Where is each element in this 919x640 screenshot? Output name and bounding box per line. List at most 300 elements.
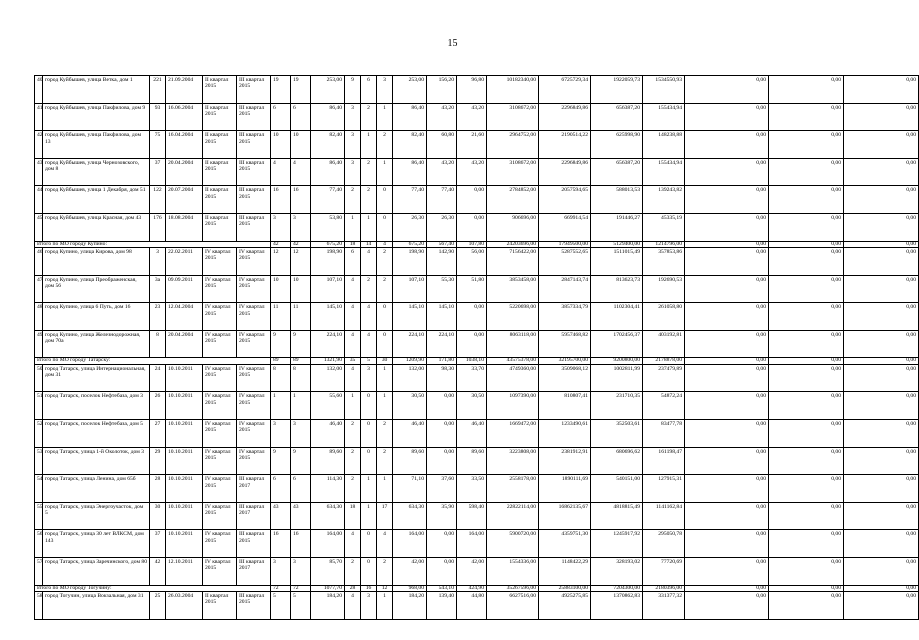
area-relocated: 675,20 — [393, 241, 427, 247]
plan-start: II квартал 2015 — [203, 591, 237, 619]
row-number: 57 — [35, 557, 43, 585]
cost-total: 43575378,00 — [487, 358, 539, 364]
cost-extra-3: 0,00 — [844, 186, 919, 214]
cost-extra-1: 0,00 — [685, 419, 769, 447]
residents-relocated: 16 — [291, 530, 311, 558]
cost-extra-3: 0,00 — [844, 241, 919, 247]
rooms-municipal: 4 — [361, 303, 377, 331]
rooms-private: 0 — [377, 186, 393, 214]
commission-date: 10.10.2011 — [166, 364, 203, 392]
building-number: 37 — [150, 530, 166, 558]
commission-date: 18.08.2004 — [166, 213, 203, 241]
table-row — [35, 103, 919, 131]
plan-end: IV квартал 2015 — [237, 447, 271, 475]
plan-start: IV квартал 2015 — [203, 530, 237, 558]
building-number: 28 — [150, 475, 166, 503]
rooms-municipal: 0 — [361, 392, 377, 420]
area-municipal: 35,90 — [427, 502, 457, 530]
residents-relocated: 3 — [291, 213, 311, 241]
rooms-municipal: 1 — [361, 131, 377, 159]
area-total: 86,40 — [311, 103, 345, 131]
cost-local: 2180396,00 — [643, 585, 685, 591]
cost-region: 1370862,83 — [591, 591, 643, 619]
rooms-private: 3 — [377, 76, 393, 104]
rooms-municipal: 4 — [361, 330, 377, 358]
plan-end: III квартал 2015 — [237, 591, 271, 619]
residents-total: 16 — [271, 186, 291, 214]
area-total: 89,60 — [311, 447, 345, 475]
cost-local: 1214796,00 — [643, 241, 685, 247]
rooms-private: 1 — [377, 103, 393, 131]
cost-extra-1: 0,00 — [685, 131, 769, 159]
cost-region: 1702456,37 — [591, 330, 643, 358]
row-number: 44 — [35, 186, 43, 214]
rooms-private: 2 — [377, 131, 393, 159]
cost-extra-2: 0,00 — [769, 502, 844, 530]
cost-extra-3: 0,00 — [844, 303, 919, 331]
cost-extra-3: 0,00 — [844, 247, 919, 275]
cost-total: 3223808,00 — [487, 447, 539, 475]
rooms-municipal: 14 — [361, 241, 377, 247]
table-row — [35, 131, 919, 159]
rooms-total: 4 — [345, 275, 361, 303]
area-private: 33,70 — [457, 364, 487, 392]
area-total: 1077,70 — [311, 585, 345, 591]
cost-extra-3: 0,00 — [844, 103, 919, 131]
residents-total: 9 — [271, 330, 291, 358]
building-number: 37 — [150, 158, 166, 186]
cost-region: 7204300,00 — [591, 585, 643, 591]
rooms-total: 28 — [345, 585, 361, 591]
cost-fund: 3509068,12 — [539, 364, 591, 392]
table-row — [35, 275, 919, 303]
address: город Татарск, улица Заречинского, дом 80 — [43, 557, 150, 585]
cost-local: 83477,78 — [643, 419, 685, 447]
area-total: 198,90 — [311, 247, 345, 275]
cost-extra-2: 0,00 — [769, 131, 844, 159]
residents-relocated: 12 — [291, 247, 311, 275]
cost-extra-2: 0,00 — [769, 530, 844, 558]
residents-relocated: 9 — [291, 447, 311, 475]
cost-region: 231710,35 — [591, 392, 643, 420]
rooms-municipal: 1 — [361, 502, 377, 530]
rooms-total: 2 — [345, 447, 361, 475]
cost-region: 1245917,92 — [591, 530, 643, 558]
commission-date: 20.04.2004 — [166, 158, 203, 186]
table-row — [35, 247, 919, 275]
rooms-total: 3 — [345, 131, 361, 159]
row-number: 54 — [35, 475, 43, 503]
rooms-municipal: 5 — [361, 358, 377, 364]
cost-extra-1: 0,00 — [685, 358, 769, 364]
residents-relocated: 8 — [291, 364, 311, 392]
cost-total: 2558178,00 — [487, 475, 539, 503]
cost-extra-2: 0,00 — [769, 591, 844, 619]
plan-start: IV квартал 2015 — [203, 447, 237, 475]
cost-extra-2: 0,00 — [769, 392, 844, 420]
area-municipal: 98,30 — [427, 364, 457, 392]
residents-relocated: 4 — [291, 158, 311, 186]
cost-extra-2: 0,00 — [769, 213, 844, 241]
cost-total: 24203696,00 — [487, 241, 539, 247]
cost-total: 2964752,00 — [487, 131, 539, 159]
cost-local: 77720,69 — [643, 557, 685, 585]
plan-start: II квартал 2015 — [203, 186, 237, 214]
cost-region: 5129400,00 — [591, 241, 643, 247]
rooms-total: 3 — [345, 103, 361, 131]
residents-relocated: 11 — [291, 303, 311, 331]
cost-region: 352503,61 — [591, 419, 643, 447]
rooms-municipal: 1 — [361, 475, 377, 503]
cost-fund: 2296849,86 — [539, 103, 591, 131]
address: город Купино, улица 6 Путь, дом 16 — [43, 303, 150, 331]
rooms-private: 1 — [377, 475, 393, 503]
rooms-municipal: 16 — [361, 585, 377, 591]
cost-total: 1669472,00 — [487, 419, 539, 447]
table-row — [35, 303, 919, 331]
cost-extra-3: 0,00 — [844, 392, 919, 420]
rooms-municipal: 3 — [361, 591, 377, 619]
building-number: 29 — [150, 447, 166, 475]
table-row — [35, 392, 919, 420]
area-relocated: 253,00 — [393, 76, 427, 104]
building-number: 122 — [150, 186, 166, 214]
rooms-private: 12 — [377, 585, 393, 591]
row-number: 53 — [35, 447, 43, 475]
rooms-municipal: 0 — [361, 447, 377, 475]
rooms-municipal: 1 — [361, 213, 377, 241]
register-table — [34, 75, 919, 620]
residents-relocated: 42 — [291, 241, 311, 247]
area-private: 89,60 — [457, 447, 487, 475]
cost-extra-3: 0,00 — [844, 557, 919, 585]
area-total: 53,80 — [311, 213, 345, 241]
rooms-total: 2 — [345, 419, 361, 447]
cost-region: 9200800,00 — [591, 358, 643, 364]
rooms-municipal: 0 — [361, 530, 377, 558]
cost-extra-3: 0,00 — [844, 475, 919, 503]
cost-region: 588013,53 — [591, 186, 643, 214]
cost-extra-1: 0,00 — [685, 241, 769, 247]
cost-extra-1: 0,00 — [685, 330, 769, 358]
cost-total: 22822114,00 — [487, 502, 539, 530]
row-number: 48 — [35, 303, 43, 331]
commission-date: 10.10.2011 — [166, 392, 203, 420]
area-total: 1321,90 — [311, 358, 345, 364]
rooms-total: 35 — [345, 358, 361, 364]
rooms-total: 3 — [345, 158, 361, 186]
rooms-municipal: 2 — [361, 186, 377, 214]
cost-local: 127915,31 — [643, 475, 685, 503]
cost-extra-2: 0,00 — [769, 330, 844, 358]
cost-total: 10182340,00 — [487, 76, 539, 104]
address: город Купино, улица Кирова, дом 98 — [43, 247, 150, 275]
residents-relocated: 6 — [291, 103, 311, 131]
rooms-private: 4 — [377, 241, 393, 247]
cost-region: 656387,20 — [591, 158, 643, 186]
rooms-total: 4 — [345, 591, 361, 619]
cost-total: 1554336,00 — [487, 557, 539, 585]
area-municipal: 156,20 — [427, 76, 457, 104]
cost-extra-2: 0,00 — [769, 186, 844, 214]
table-row — [35, 213, 919, 241]
row-number: 50 — [35, 364, 43, 392]
area-private: 0,00 — [457, 213, 487, 241]
area-municipal: 60,80 — [427, 131, 457, 159]
address: город Татарск, улица Энергоучасток, дом 5 — [43, 502, 150, 530]
cost-total: 35267596,00 — [487, 585, 539, 591]
rooms-municipal: 2 — [361, 158, 377, 186]
table-row — [35, 76, 919, 104]
residents-total: 12 — [271, 247, 291, 275]
area-private: 51,80 — [457, 275, 487, 303]
address: город Татарск, поселок Нефтебаза, дом 5 — [43, 419, 150, 447]
cost-fund: 1148422,29 — [539, 557, 591, 585]
address: город Тогучин, улица Вокзальная, дом 31 — [43, 591, 150, 619]
commission-date: 10.10.2011 — [166, 419, 203, 447]
area-relocated: 46,40 — [393, 419, 427, 447]
cost-local: 155434,94 — [643, 103, 685, 131]
building-number: 75 — [150, 131, 166, 159]
commission-date: 10.10.2011 — [166, 502, 203, 530]
cost-total: 3108672,00 — [487, 103, 539, 131]
rooms-total: 4 — [345, 303, 361, 331]
row-number: 58 — [35, 591, 43, 619]
row-number: 42 — [35, 131, 43, 159]
address: город Купино, улица Преображенская, дом 56 — [43, 275, 150, 303]
plan-end: IV квартал 2015 — [237, 330, 271, 358]
rooms-private: 0 — [377, 303, 393, 331]
cost-total: 3108672,00 — [487, 158, 539, 186]
address: город Татарск, поселок Нефтебаза, дом 3 — [43, 392, 150, 420]
cost-extra-1: 0,00 — [685, 475, 769, 503]
building-number: 30 — [150, 502, 166, 530]
commission-date: 12.04.2004 — [166, 303, 203, 331]
cost-region: 540151,00 — [591, 475, 643, 503]
rooms-private: 2 — [377, 247, 393, 275]
plan-end: IV квартал 2015 — [237, 419, 271, 447]
plan-start: II квартал 2015 — [203, 131, 237, 159]
area-municipal: 145,10 — [427, 303, 457, 331]
cost-extra-1: 0,00 — [685, 557, 769, 585]
cost-extra-1: 0,00 — [685, 303, 769, 331]
plan-start: IV квартал 2015 — [203, 364, 237, 392]
area-relocated: 82,40 — [393, 131, 427, 159]
register-body — [35, 76, 919, 620]
residents-total: 6 — [271, 103, 291, 131]
row-number: 40 — [35, 76, 43, 104]
building-number: 8 — [150, 330, 166, 358]
residents-total: 5 — [271, 591, 291, 619]
area-private: 43,20 — [457, 158, 487, 186]
row-number: 47 — [35, 275, 43, 303]
residents-total: 19 — [271, 76, 291, 104]
cost-extra-1: 0,00 — [685, 447, 769, 475]
residents-total: 3 — [271, 419, 291, 447]
cost-fund: 2296849,86 — [539, 158, 591, 186]
address: город Куйбышев, улица Пакфилова, дом 9 — [43, 103, 150, 131]
cost-extra-2: 0,00 — [769, 364, 844, 392]
area-relocated: 184,20 — [393, 591, 427, 619]
cost-region: 328193,02 — [591, 557, 643, 585]
plan-end: III квартал 2015 — [237, 131, 271, 159]
building-number: 26 — [150, 392, 166, 420]
cost-fund: 2847143,74 — [539, 275, 591, 303]
building-number: 3 — [150, 247, 166, 275]
cost-region: 4818815,49 — [591, 502, 643, 530]
table-row — [35, 557, 919, 585]
cost-local: 403192,81 — [643, 330, 685, 358]
area-municipal: 43,20 — [427, 158, 457, 186]
plan-end: IV квартал 2015 — [237, 247, 271, 275]
residents-total: 10 — [271, 275, 291, 303]
rooms-municipal: 3 — [361, 364, 377, 392]
cost-region: 680696,62 — [591, 447, 643, 475]
building-number: 23 — [150, 303, 166, 331]
cost-total: 3853458,00 — [487, 275, 539, 303]
rooms-private: 17 — [377, 502, 393, 530]
cost-fund: 2190514,22 — [539, 131, 591, 159]
residents-total: 3 — [271, 213, 291, 241]
area-total: 82,40 — [311, 131, 345, 159]
plan-end: IV квартал 2015 — [237, 364, 271, 392]
cost-extra-2: 0,00 — [769, 557, 844, 585]
residents-total: 89 — [271, 358, 291, 364]
area-municipal: 543,10 — [427, 585, 457, 591]
cost-fund: 2381912,91 — [539, 447, 591, 475]
plan-end: III квартал 2015 — [237, 213, 271, 241]
area-total: 675,20 — [311, 241, 345, 247]
area-total: 224,10 — [311, 330, 345, 358]
building-number: 25 — [150, 591, 166, 619]
area-relocated: 71,10 — [393, 475, 427, 503]
area-private: 46,40 — [457, 419, 487, 447]
cost-extra-1: 0,00 — [685, 247, 769, 275]
row-number: 51 — [35, 392, 43, 420]
area-private: 0,00 — [457, 330, 487, 358]
cost-local: 148238,88 — [643, 131, 685, 159]
area-relocated: 26,30 — [393, 213, 427, 241]
commission-date: 10.10.2011 — [166, 530, 203, 558]
address: город Татарск, улица Ленина, дом 65б — [43, 475, 150, 503]
cost-extra-1: 0,00 — [685, 392, 769, 420]
area-private: 0,00 — [457, 303, 487, 331]
area-private: 43,20 — [457, 103, 487, 131]
residents-total: 43 — [271, 502, 291, 530]
table-row — [35, 530, 919, 558]
table-row — [35, 502, 919, 530]
cost-fund: 4359751,30 — [539, 530, 591, 558]
row-number: 46 — [35, 247, 43, 275]
cost-extra-3: 0,00 — [844, 364, 919, 392]
area-relocated: 107,10 — [393, 275, 427, 303]
residents-relocated: 10 — [291, 131, 311, 159]
area-municipal: 77,40 — [427, 186, 457, 214]
cost-extra-1: 0,00 — [685, 186, 769, 214]
residents-total: 6 — [271, 475, 291, 503]
area-relocated: 77,40 — [393, 186, 427, 214]
subtotal-label: Итого по МО городу Татарску: — [35, 358, 271, 364]
area-relocated: 164,00 — [393, 530, 427, 558]
commission-date: 10.10.2011 — [166, 447, 203, 475]
commission-date: 22.02.2011 — [166, 247, 203, 275]
address: город Куйбышев, улица Ветка, дом 1 — [43, 76, 150, 104]
cost-local: 237479,89 — [643, 364, 685, 392]
area-total: 77,40 — [311, 186, 345, 214]
residents-relocated: 5 — [291, 591, 311, 619]
rooms-private: 0 — [377, 330, 393, 358]
rooms-private: 2 — [377, 275, 393, 303]
area-private: 30,50 — [457, 392, 487, 420]
rooms-private: 1 — [377, 591, 393, 619]
area-private: 42,00 — [457, 557, 487, 585]
cost-extra-1: 0,00 — [685, 213, 769, 241]
plan-end: IV квартал 2015 — [237, 303, 271, 331]
area-relocated: 145,10 — [393, 303, 427, 331]
cost-fund: 669914,54 — [539, 213, 591, 241]
area-relocated: 132,00 — [393, 364, 427, 392]
area-municipal: 43,20 — [427, 103, 457, 131]
cost-extra-3: 0,00 — [844, 585, 919, 591]
rooms-total: 6 — [345, 247, 361, 275]
rooms-total: 4 — [345, 364, 361, 392]
rooms-private: 1 — [377, 392, 393, 420]
area-total: 145,10 — [311, 303, 345, 331]
residents-total: 10 — [271, 131, 291, 159]
area-municipal: 0,00 — [427, 447, 457, 475]
cost-region: 1511015,49 — [591, 247, 643, 275]
residents-relocated: 9 — [291, 330, 311, 358]
commission-date: 21.09.2004 — [166, 76, 203, 104]
page-number: 15 — [447, 38, 458, 49]
cost-local: 1534550,93 — [643, 76, 685, 104]
residents-total: 72 — [271, 585, 291, 591]
cost-region: 1002811,99 — [591, 364, 643, 392]
cost-fund: 810807,41 — [539, 392, 591, 420]
cost-region: 656387,20 — [591, 103, 643, 131]
cost-local: 261058,80 — [643, 303, 685, 331]
commission-date: 20.04.2004 — [166, 330, 203, 358]
rooms-total: 4 — [345, 530, 361, 558]
cost-local: 357853,86 — [643, 247, 685, 275]
area-total: 164,00 — [311, 530, 345, 558]
address: город Татарск, улица 30 лет ВЛКСМ, дом 143 — [43, 530, 150, 558]
building-number: 42 — [150, 557, 166, 585]
cost-fund: 5287552,65 — [539, 247, 591, 275]
cost-extra-3: 0,00 — [844, 330, 919, 358]
cost-fund: 17949500,00 — [539, 241, 591, 247]
residents-relocated: 43 — [291, 502, 311, 530]
cost-fund: 2057594,65 — [539, 186, 591, 214]
area-relocated: 86,40 — [393, 158, 427, 186]
cost-total: 906696,00 — [487, 213, 539, 241]
cost-extra-1: 0,00 — [685, 502, 769, 530]
area-private: 598,40 — [457, 502, 487, 530]
address: город Куйбышев, улица Пакфилова, дом 13 — [43, 131, 150, 159]
building-number: 93 — [150, 103, 166, 131]
cost-extra-3: 0,00 — [844, 275, 919, 303]
cost-total: 8063118,00 — [487, 330, 539, 358]
subtotal-label: Итого по МО городу Купино: — [35, 241, 271, 247]
residents-total: 9 — [271, 447, 291, 475]
rooms-total: 9 — [345, 76, 361, 104]
cost-local: 54872,24 — [643, 392, 685, 420]
area-relocated: 42,00 — [393, 557, 427, 585]
rooms-municipal: 0 — [361, 419, 377, 447]
area-total: 184,20 — [311, 591, 345, 619]
row-number: 55 — [35, 502, 43, 530]
cost-total: 6627516,00 — [487, 591, 539, 619]
